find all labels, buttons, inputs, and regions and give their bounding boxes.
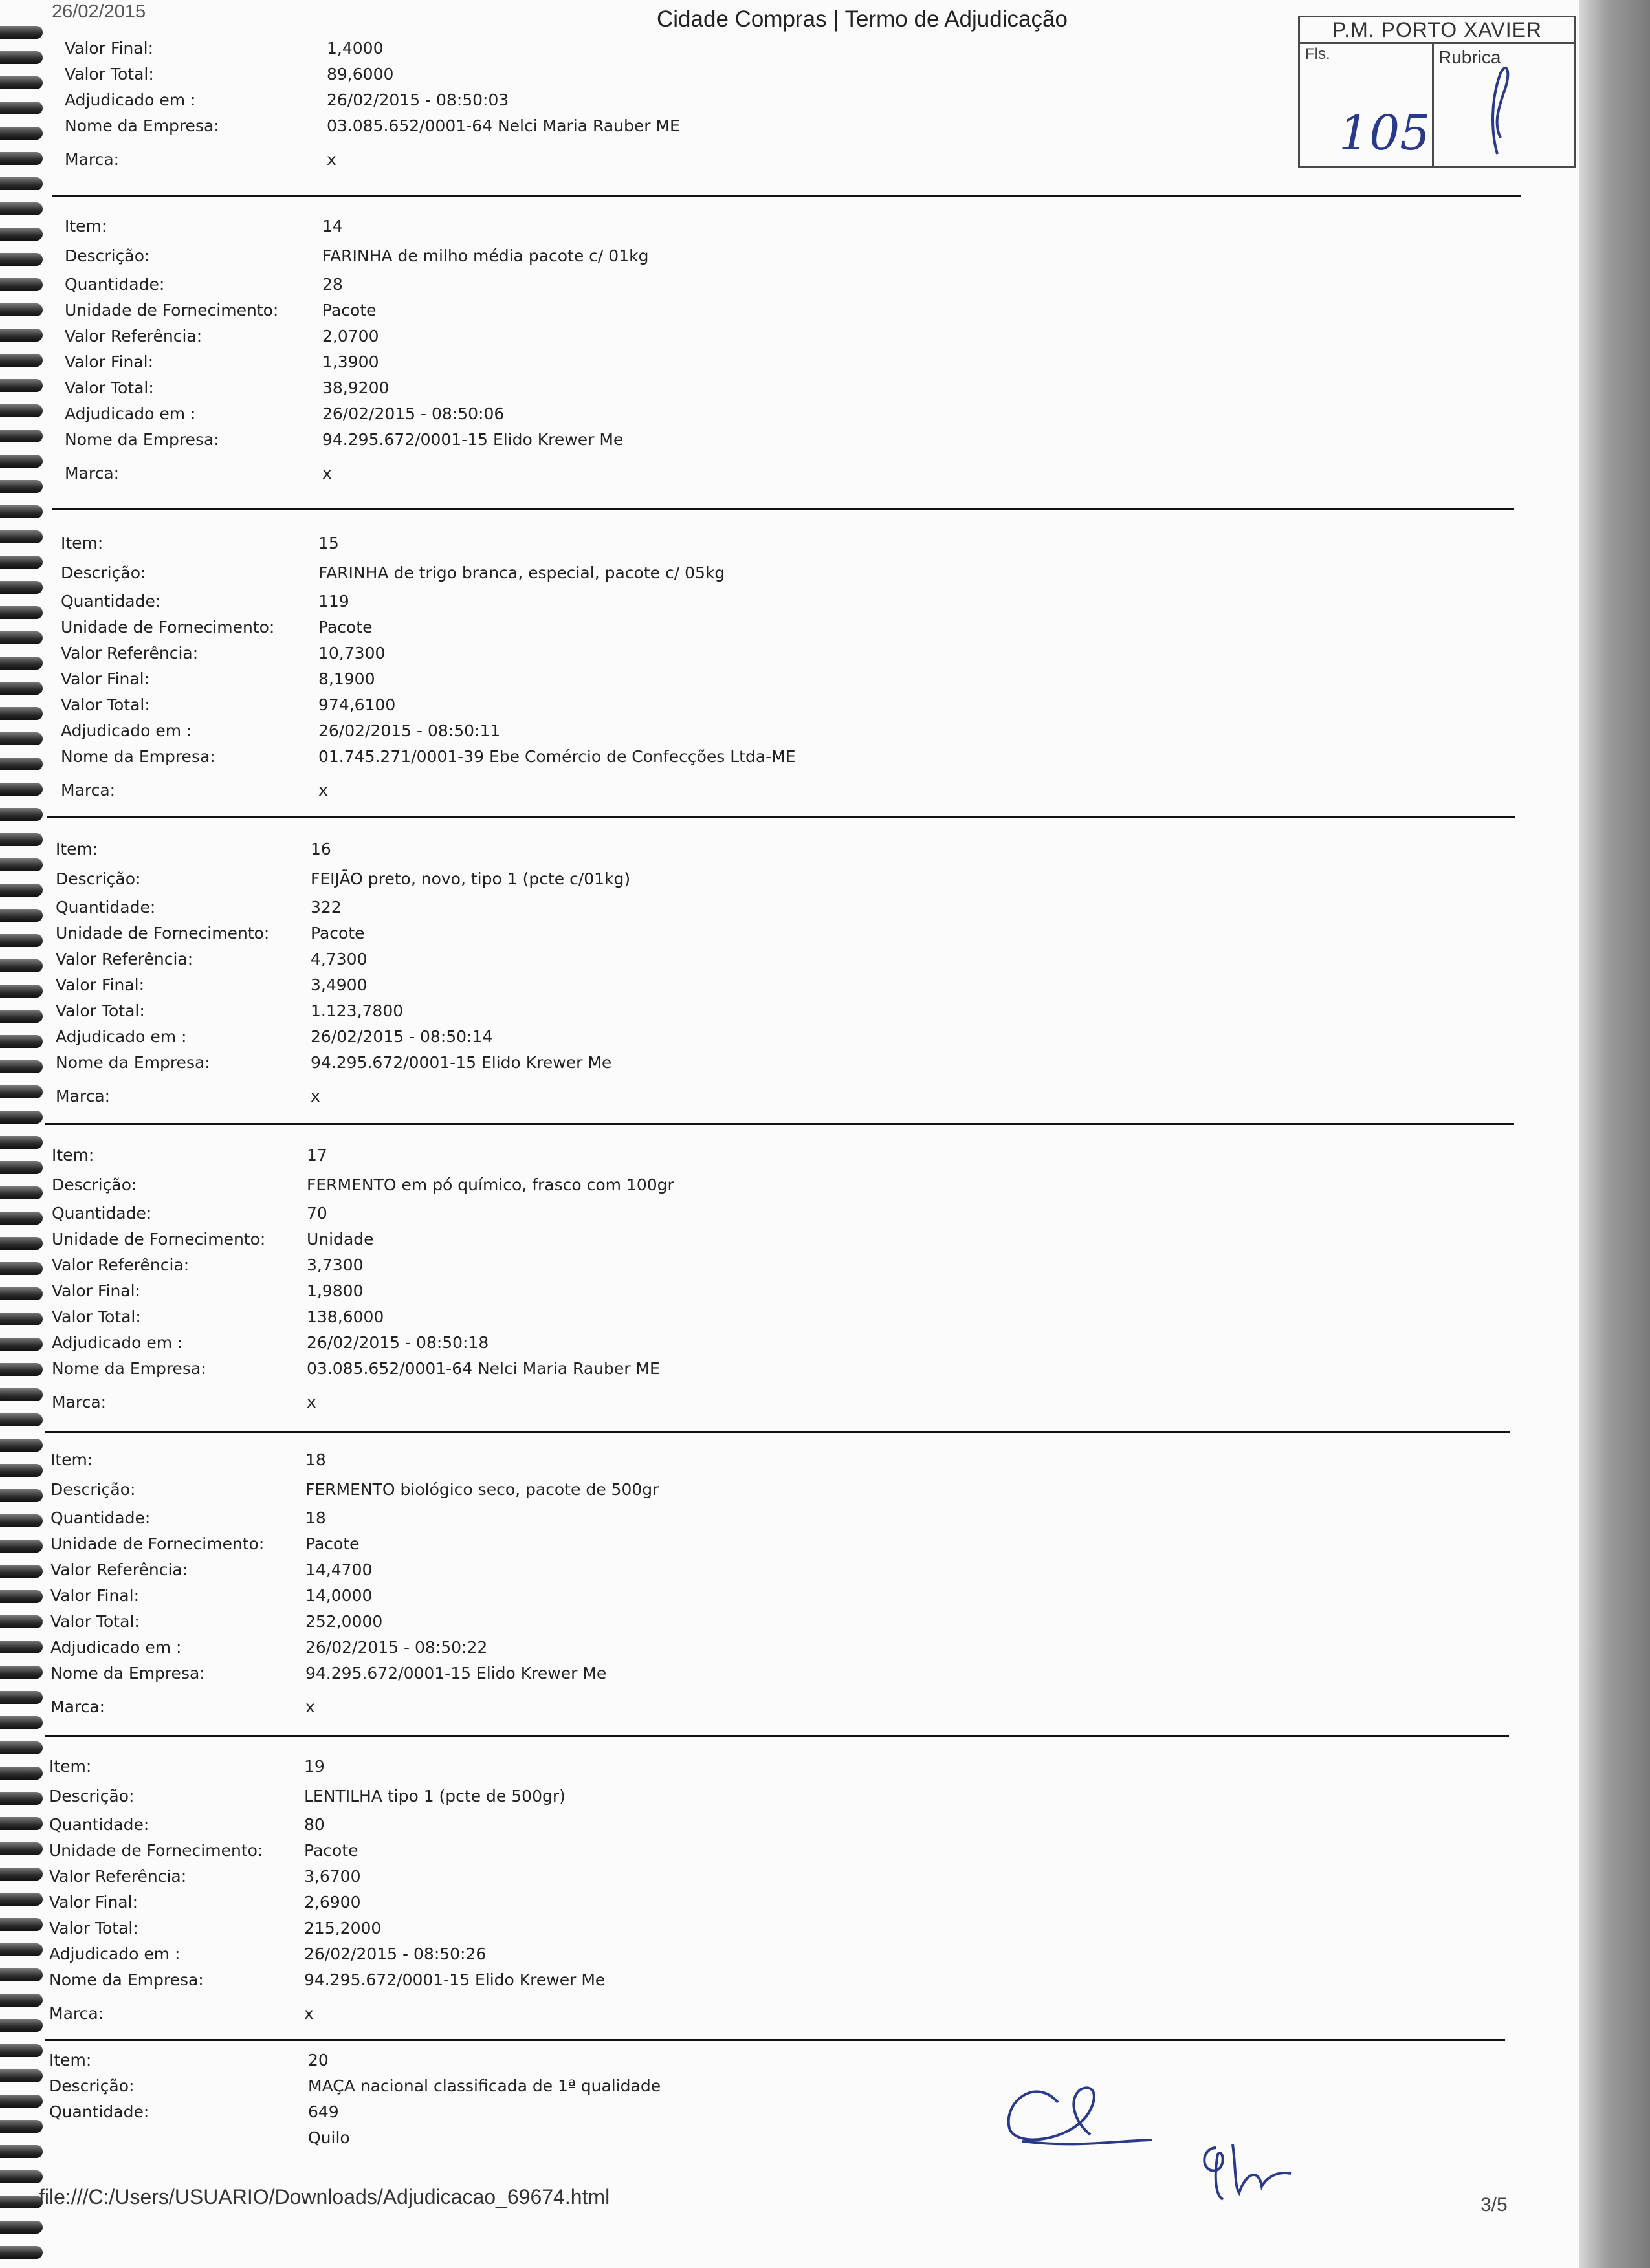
label-valor-total: Valor Total: bbox=[65, 65, 154, 83]
binding-ring bbox=[0, 1060, 43, 1073]
value-valor-total: 138,6000 bbox=[307, 1307, 384, 1326]
value-unidade: Quilo bbox=[308, 2128, 350, 2147]
value-descricao: MAÇA nacional classificada de 1ª qualidade bbox=[308, 2077, 661, 2095]
binding-ring bbox=[0, 581, 43, 594]
label-valor-referencia: Valor Referência: bbox=[52, 1256, 190, 1274]
label-adjudicado: Adjudicado em : bbox=[49, 1945, 181, 1963]
value-marca: x bbox=[305, 1697, 315, 1716]
binding-ring bbox=[0, 1767, 43, 1780]
value-empresa: 94.295.672/0001-15 Elido Krewer Me bbox=[304, 1970, 606, 1989]
value-item: 16 bbox=[311, 840, 331, 858]
value-empresa: 01.745.271/0001-39 Ebe Comércio de Confecções Ltda-ME bbox=[318, 747, 796, 766]
value-adjudicado: 26/02/2015 - 08:50:03 bbox=[327, 91, 509, 109]
value-descricao: FEIJÃO preto, novo, tipo 1 (pcte c/01kg) bbox=[311, 869, 631, 888]
binding-ring bbox=[0, 1388, 43, 1401]
value-valor-final: 2,6900 bbox=[304, 1893, 361, 1912]
binding-ring bbox=[0, 959, 43, 972]
label-unidade: Unidade de Fornecimento: bbox=[61, 618, 275, 637]
binding-ring bbox=[0, 379, 43, 392]
label-item: Item: bbox=[56, 840, 98, 858]
record-separator bbox=[45, 1123, 1514, 1125]
value-valor-final: 8,1900 bbox=[318, 670, 375, 688]
label-adjudicado: Adjudicado em : bbox=[65, 404, 196, 423]
binding-ring bbox=[0, 1691, 43, 1704]
page-edge-shadow bbox=[1579, 0, 1650, 2268]
binding-ring bbox=[0, 783, 43, 796]
value-valor-total: 89,6000 bbox=[327, 65, 394, 83]
value-marca: x bbox=[322, 464, 332, 483]
label-unidade: Unidade de Fornecimento: bbox=[50, 1534, 265, 1553]
record-separator bbox=[45, 1735, 1509, 1737]
value-marca: x bbox=[318, 781, 328, 800]
binding-ring bbox=[0, 1792, 43, 1805]
binding-ring bbox=[0, 1590, 43, 1603]
binding-ring bbox=[0, 253, 43, 266]
value-valor-total: 252,0000 bbox=[305, 1612, 383, 1631]
value-quantidade: 322 bbox=[311, 898, 342, 917]
label-item: Item: bbox=[50, 1450, 93, 1469]
value-unidade: Pacote bbox=[311, 924, 365, 943]
label-quantidade: Quantidade: bbox=[50, 1509, 151, 1527]
binding-ring bbox=[0, 1817, 43, 1830]
value-descricao: FARINHA de milho média pacote c/ 01kg bbox=[322, 246, 649, 265]
binding-ring bbox=[0, 1514, 43, 1527]
binding-ring bbox=[0, 2019, 43, 2032]
label-empresa: Nome da Empresa: bbox=[65, 116, 219, 135]
label-unidade: Unidade de Fornecimento: bbox=[49, 1841, 263, 1860]
value-unidade: Pacote bbox=[304, 1841, 358, 1860]
binding-ring bbox=[0, 202, 43, 215]
binding-ring bbox=[0, 1893, 43, 1906]
binding-ring bbox=[0, 682, 43, 695]
label-valor-referencia: Valor Referência: bbox=[65, 327, 203, 345]
binding-ring bbox=[0, 1136, 43, 1149]
binding-ring bbox=[0, 2196, 43, 2208]
value-descricao: FERMENTO em pó químico, frasco com 100gr bbox=[307, 1175, 674, 1194]
label-adjudicado: Adjudicado em : bbox=[50, 1638, 182, 1657]
binding-ring bbox=[0, 1842, 43, 1855]
label-empresa: Nome da Empresa: bbox=[49, 1970, 204, 1989]
label-adjudicado: Adjudicado em : bbox=[65, 91, 196, 109]
document-title: Cidade Compras | Termo de Adjudicação bbox=[657, 6, 1068, 32]
binding-ring bbox=[0, 1464, 43, 1477]
binding-ring bbox=[0, 2145, 43, 2158]
binding-ring bbox=[0, 303, 43, 316]
binding-ring bbox=[0, 808, 43, 821]
label-valor-referencia: Valor Referência: bbox=[56, 950, 193, 968]
label-adjudicado: Adjudicado em : bbox=[52, 1333, 183, 1352]
spiral-binding bbox=[0, 0, 47, 2268]
value-unidade: Pacote bbox=[318, 618, 373, 637]
binding-ring bbox=[0, 833, 43, 846]
value-adjudicado: 26/02/2015 - 08:50:26 bbox=[304, 1945, 487, 1963]
value-valor-referencia: 3,7300 bbox=[307, 1256, 364, 1274]
binding-ring bbox=[0, 858, 43, 871]
binding-ring bbox=[0, 606, 43, 619]
binding-ring bbox=[0, 1111, 43, 1124]
value-item: 20 bbox=[308, 2051, 329, 2069]
label-marca: Marca: bbox=[65, 150, 120, 169]
label-item: Item: bbox=[65, 217, 107, 235]
label-item: Item: bbox=[52, 1146, 94, 1164]
label-valor-final: Valor Final: bbox=[50, 1586, 139, 1605]
binding-ring bbox=[0, 278, 43, 291]
binding-ring bbox=[0, 2246, 43, 2259]
label-valor-final: Valor Final: bbox=[52, 1281, 140, 1300]
value-valor-total: 215,2000 bbox=[304, 1919, 382, 1937]
label-valor-total: Valor Total: bbox=[49, 1919, 138, 1937]
footer-file-path: file:///C:/Users/USUARIO/Downloads/Adjudicacao_69674.html bbox=[39, 2185, 610, 2208]
municipal-stamp bbox=[1298, 16, 1576, 168]
value-valor-final: 1,9800 bbox=[307, 1281, 364, 1300]
binding-ring bbox=[0, 2221, 43, 2234]
stamp-fls-box bbox=[1300, 44, 1434, 166]
label-descricao: Descrição: bbox=[50, 1480, 136, 1499]
value-valor-total: 1.123,7800 bbox=[311, 1001, 404, 1020]
label-quantidade: Quantidade: bbox=[49, 2102, 149, 2121]
value-valor-referencia: 4,7300 bbox=[311, 950, 368, 968]
label-descricao: Descrição: bbox=[52, 1175, 137, 1194]
binding-ring bbox=[0, 1212, 43, 1225]
value-adjudicado: 26/02/2015 - 08:50:22 bbox=[305, 1638, 488, 1657]
binding-ring bbox=[0, 985, 43, 998]
record-separator bbox=[47, 816, 1515, 818]
label-item: Item: bbox=[49, 2051, 92, 2069]
label-valor-final: Valor Final: bbox=[65, 353, 153, 371]
label-descricao: Descrição: bbox=[65, 246, 150, 265]
binding-ring bbox=[0, 2044, 43, 2057]
value-marca: x bbox=[304, 2004, 314, 2023]
label-descricao: Descrição: bbox=[56, 869, 141, 888]
value-adjudicado: 26/02/2015 - 08:50:18 bbox=[307, 1333, 489, 1352]
value-unidade: Unidade bbox=[307, 1230, 374, 1248]
value-empresa: 03.085.652/0001-64 Nelci Maria Rauber ME bbox=[307, 1359, 660, 1378]
binding-ring bbox=[0, 430, 43, 442]
binding-ring bbox=[0, 127, 43, 140]
value-quantidade: 649 bbox=[308, 2102, 339, 2121]
label-marca: Marca: bbox=[50, 1697, 105, 1716]
binding-ring bbox=[0, 505, 43, 518]
value-valor-final: 3,4900 bbox=[311, 976, 368, 994]
binding-ring bbox=[0, 1968, 43, 1981]
binding-ring bbox=[0, 1489, 43, 1502]
binding-ring bbox=[0, 631, 43, 644]
label-descricao: Descrição: bbox=[49, 1787, 135, 1805]
binding-ring bbox=[0, 455, 43, 468]
label-unidade: Unidade de Fornecimento: bbox=[56, 924, 270, 943]
binding-ring bbox=[0, 909, 43, 922]
value-item: 19 bbox=[304, 1757, 325, 1776]
label-adjudicado: Adjudicado em : bbox=[56, 1027, 187, 1046]
binding-ring bbox=[0, 732, 43, 745]
label-valor-total: Valor Total: bbox=[52, 1307, 141, 1326]
label-valor-total: Valor Total: bbox=[61, 695, 150, 714]
binding-ring bbox=[0, 76, 43, 89]
value-valor-total: 38,9200 bbox=[322, 378, 390, 397]
label-descricao: Descrição: bbox=[49, 2077, 135, 2095]
value-adjudicado: 26/02/2015 - 08:50:06 bbox=[322, 404, 505, 423]
stamp-page-number: 105 bbox=[1339, 105, 1431, 161]
binding-ring bbox=[0, 1994, 43, 2007]
label-empresa: Nome da Empresa: bbox=[56, 1053, 210, 1072]
label-marca: Marca: bbox=[56, 1087, 111, 1106]
binding-ring bbox=[0, 1313, 43, 1325]
binding-ring bbox=[0, 2170, 43, 2183]
value-marca: x bbox=[311, 1087, 320, 1106]
binding-ring bbox=[0, 1287, 43, 1300]
record-separator bbox=[52, 195, 1521, 197]
rubrica-signature-icon bbox=[1471, 60, 1523, 157]
label-marca: Marca: bbox=[49, 2004, 104, 2023]
label-valor-referencia: Valor Referência: bbox=[49, 1867, 187, 1886]
label-unidade: Unidade de Fornecimento: bbox=[65, 301, 279, 320]
value-empresa: 94.295.672/0001-15 Elido Krewer Me bbox=[305, 1664, 607, 1683]
value-empresa: 94.295.672/0001-15 Elido Krewer Me bbox=[322, 430, 624, 449]
value-marca: x bbox=[327, 150, 336, 169]
label-unidade: Unidade de Fornecimento: bbox=[52, 1230, 266, 1248]
label-item: Item: bbox=[61, 534, 104, 552]
label-quantidade: Quantidade: bbox=[52, 1204, 152, 1223]
value-marca: x bbox=[307, 1393, 316, 1412]
label-quantidade: Quantidade: bbox=[61, 592, 161, 611]
value-valor-final: 1,4000 bbox=[327, 39, 384, 58]
label-valor-referencia: Valor Referência: bbox=[50, 1560, 188, 1579]
binding-ring bbox=[0, 1641, 43, 1653]
stamp-title: P.M. PORTO XAVIER bbox=[1300, 17, 1574, 44]
binding-ring bbox=[0, 1237, 43, 1250]
binding-ring bbox=[0, 1565, 43, 1578]
value-quantidade: 119 bbox=[318, 592, 349, 611]
binding-ring bbox=[0, 530, 43, 543]
label-marca: Marca: bbox=[61, 781, 116, 800]
binding-ring bbox=[0, 1868, 43, 1881]
label-descricao: Descrição: bbox=[61, 563, 146, 582]
binding-ring bbox=[0, 480, 43, 493]
binding-ring bbox=[0, 2069, 43, 2082]
binding-ring bbox=[0, 1918, 43, 1931]
record-separator bbox=[45, 2039, 1505, 2041]
binding-ring bbox=[0, 934, 43, 947]
value-valor-referencia: 10,7300 bbox=[318, 644, 386, 662]
binding-ring bbox=[0, 1615, 43, 1628]
binding-ring bbox=[0, 884, 43, 897]
label-item: Item: bbox=[49, 1757, 92, 1776]
value-valor-referencia: 2,0700 bbox=[322, 327, 379, 345]
value-item: 14 bbox=[322, 217, 343, 235]
binding-ring bbox=[0, 758, 43, 770]
value-quantidade: 18 bbox=[305, 1509, 326, 1527]
binding-ring bbox=[0, 177, 43, 190]
label-valor-total: Valor Total: bbox=[65, 378, 154, 397]
value-descricao: FARINHA de trigo branca, especial, pacote c/ 05kg bbox=[318, 563, 725, 582]
value-unidade: Pacote bbox=[322, 301, 377, 320]
binding-ring bbox=[0, 354, 43, 367]
binding-ring bbox=[0, 707, 43, 720]
label-empresa: Nome da Empresa: bbox=[65, 430, 219, 449]
label-valor-final: Valor Final: bbox=[65, 39, 153, 58]
footer-page-number: 3/5 bbox=[1480, 2194, 1508, 2216]
label-marca: Marca: bbox=[65, 464, 120, 483]
binding-ring bbox=[0, 2120, 43, 2133]
binding-ring bbox=[0, 51, 43, 64]
label-valor-total: Valor Total: bbox=[50, 1612, 140, 1631]
binding-ring bbox=[0, 1666, 43, 1679]
handwritten-mark-icon bbox=[996, 2064, 1152, 2161]
record-separator bbox=[45, 1431, 1510, 1433]
binding-ring bbox=[0, 1262, 43, 1275]
value-valor-referencia: 14,4700 bbox=[305, 1560, 373, 1579]
label-empresa: Nome da Empresa: bbox=[52, 1359, 206, 1378]
value-valor-referencia: 3,6700 bbox=[304, 1867, 361, 1886]
value-descricao: FERMENTO biológico seco, pacote de 500gr bbox=[305, 1480, 659, 1499]
value-quantidade: 28 bbox=[322, 275, 343, 294]
label-quantidade: Quantidade: bbox=[49, 1815, 149, 1834]
binding-ring bbox=[0, 1439, 43, 1452]
binding-ring bbox=[0, 26, 43, 39]
record-separator bbox=[52, 508, 1514, 510]
value-descricao: LENTILHA tipo 1 (pcte de 500gr) bbox=[304, 1787, 566, 1805]
binding-ring bbox=[0, 1716, 43, 1729]
label-valor-final: Valor Final: bbox=[61, 670, 149, 688]
initials-signature-icon bbox=[1197, 2135, 1294, 2206]
binding-ring bbox=[0, 1161, 43, 1174]
label-valor-total: Valor Total: bbox=[56, 1001, 145, 1020]
binding-ring bbox=[0, 102, 43, 114]
binding-ring bbox=[0, 152, 43, 165]
binding-ring bbox=[0, 1010, 43, 1023]
binding-ring bbox=[0, 1540, 43, 1553]
value-item: 18 bbox=[305, 1450, 326, 1469]
value-quantidade: 80 bbox=[304, 1815, 325, 1834]
value-empresa: 94.295.672/0001-15 Elido Krewer Me bbox=[311, 1053, 612, 1072]
label-empresa: Nome da Empresa: bbox=[61, 747, 215, 766]
binding-ring bbox=[0, 228, 43, 241]
value-adjudicado: 26/02/2015 - 08:50:11 bbox=[318, 721, 501, 740]
label-adjudicado: Adjudicado em : bbox=[61, 721, 192, 740]
value-quantidade: 70 bbox=[307, 1204, 327, 1223]
label-valor-final: Valor Final: bbox=[56, 976, 144, 994]
label-valor-final: Valor Final: bbox=[49, 1893, 138, 1912]
label-quantidade: Quantidade: bbox=[65, 275, 165, 294]
header-date: 26/02/2015 bbox=[52, 1, 146, 22]
stamp-rubrica-label: Rubrica bbox=[1438, 47, 1501, 67]
binding-ring bbox=[0, 404, 43, 417]
binding-ring bbox=[0, 2095, 43, 2108]
label-empresa: Nome da Empresa: bbox=[50, 1664, 205, 1683]
binding-ring bbox=[0, 1338, 43, 1351]
binding-ring bbox=[0, 1085, 43, 1098]
label-valor-referencia: Valor Referência: bbox=[61, 644, 199, 662]
value-unidade: Pacote bbox=[305, 1534, 360, 1553]
binding-ring bbox=[0, 1943, 43, 1956]
binding-ring bbox=[0, 657, 43, 670]
value-empresa: 03.085.652/0001-64 Nelci Maria Rauber ME bbox=[327, 116, 680, 135]
binding-ring bbox=[0, 1363, 43, 1376]
value-item: 17 bbox=[307, 1146, 327, 1164]
binding-ring bbox=[0, 329, 43, 342]
binding-ring bbox=[0, 556, 43, 569]
binding-ring bbox=[0, 1186, 43, 1199]
value-adjudicado: 26/02/2015 - 08:50:14 bbox=[311, 1027, 493, 1046]
binding-ring bbox=[0, 1413, 43, 1426]
value-valor-final: 14,0000 bbox=[305, 1586, 373, 1605]
stamp-fls-label: Fls. bbox=[1305, 45, 1330, 63]
label-quantidade: Quantidade: bbox=[56, 898, 156, 917]
value-valor-final: 1,3900 bbox=[322, 353, 379, 371]
value-item: 15 bbox=[318, 534, 339, 552]
value-valor-total: 974,6100 bbox=[318, 695, 396, 714]
binding-ring bbox=[0, 1741, 43, 1754]
binding-ring bbox=[0, 1035, 43, 1048]
label-marca: Marca: bbox=[52, 1393, 107, 1412]
